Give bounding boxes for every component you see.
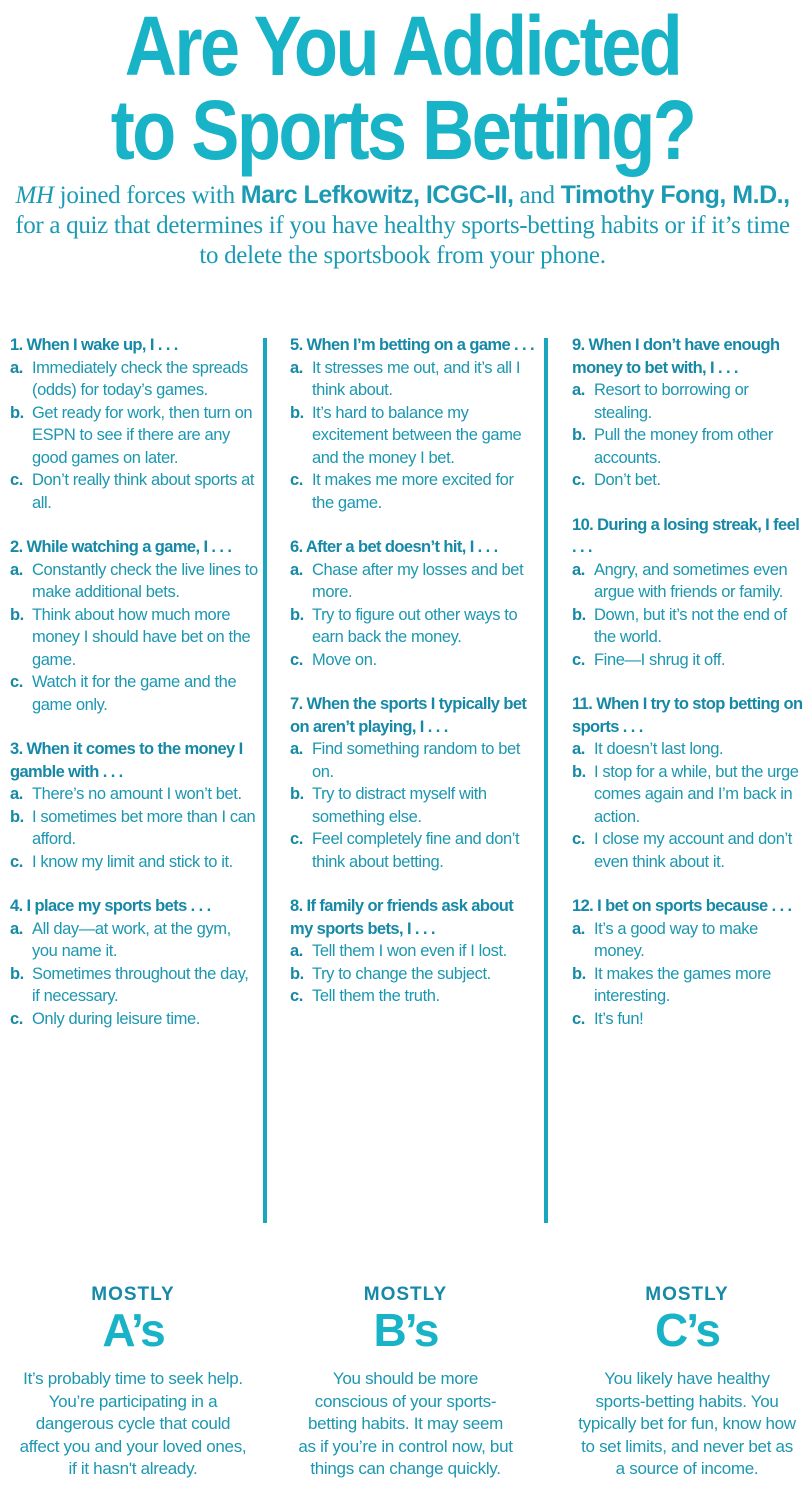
question-block [10,334,260,514]
answer-option [572,963,805,1008]
answer-option [572,649,805,672]
option-text: Find something random to bet on. [312,740,521,781]
option-text: Get ready for work, then turn on ESPN to see if there are any good games on later. [32,403,253,467]
answer-option [290,469,535,514]
question-block [290,536,535,671]
option-letter: c. [10,1009,23,1028]
option-letter: a. [290,358,303,377]
result-mostly-a [18,1284,248,1481]
option-letter: a. [10,560,23,579]
intro-name-2: Timothy Fong, M.D., [560,181,790,209]
option-text: Feel completely fine and don’t think about betting. [312,830,520,871]
option-letter: a. [572,919,585,938]
answer-option [572,738,805,761]
option-letter: a. [10,919,23,938]
option-text: Watch it for the game and the game only. [32,673,237,714]
question-title: 6. After a bet doesn’t hit, I . . . [290,538,498,556]
option-letter: c. [10,471,23,489]
option-letter: b. [290,964,304,983]
option-letter: c. [572,471,585,489]
option-letter: c. [290,830,303,848]
result-mostly-b [298,1284,513,1481]
answer-option [572,1008,805,1031]
intro-paragraph [6,180,799,271]
question-block [290,895,535,1008]
option-text: It doesn’t last long. [594,740,724,758]
result-grade: C’s [655,1304,719,1356]
answer-option [10,963,260,1008]
result-grade: B’s [373,1304,438,1356]
result-description: You should be more conscious of your sports-betting habits. It may seem as if you’re in control now, but things can change quickly. [298,1369,513,1478]
answer-option [572,379,805,424]
option-text: I sometimes bet more than I can afford. [32,807,256,848]
answer-option [572,761,805,829]
quiz-columns [0,334,805,1224]
option-letter: b. [572,762,586,781]
option-letter: a. [572,381,585,399]
intro-text-2: and [513,182,561,209]
answer-option [290,828,535,873]
question-block [572,334,805,492]
option-letter: a. [290,942,303,960]
question-title: 2. While watching a game, I . . . [10,538,232,556]
option-text: Chase after my losses and bet more. [312,560,524,601]
option-letter: b. [572,964,586,983]
answer-option [290,649,535,672]
option-letter: a. [572,740,585,758]
answer-option [10,671,260,716]
option-letter: c. [290,987,303,1005]
option-text: Down, but it’s not the end of the world. [594,605,787,646]
option-text: It makes the games more interesting. [594,964,771,1005]
answer-option [290,402,535,470]
answer-option [10,806,260,851]
question-title: 5. When I’m betting on a game . . . [290,336,534,354]
question-block [290,693,535,873]
answer-option [290,963,535,986]
answer-option [290,738,535,783]
question-block [290,334,535,514]
answer-option [572,828,805,873]
option-letter: b. [572,605,586,624]
option-text: Tell them the truth. [312,987,440,1005]
option-text: Sometimes throughout the day, if necessary. [32,964,249,1005]
option-letter: a. [290,740,303,758]
option-text: Don’t really think about sports at all. [32,471,255,512]
title-line-1: Are You Addicted [124,0,681,93]
answer-option [10,851,260,874]
result-grade: A’s [102,1304,164,1356]
question-block [572,514,805,672]
option-text: Fine—I shrug it off. [594,650,726,669]
answer-option [572,604,805,649]
answer-option [10,469,260,514]
option-text: Only during leisure time. [32,1009,200,1028]
result-mostly-c [578,1284,796,1481]
option-text: I close my account and don’t even think about it. [594,830,792,871]
page-title [56,0,748,177]
option-letter: a. [10,358,23,377]
answer-option [10,402,260,470]
option-letter: c. [10,852,23,871]
option-text: All day—at work, at the gym, you name it. [32,919,231,960]
option-text: Immediately check the spreads (odds) for today’s games. [32,358,248,399]
option-letter: b. [572,426,586,444]
result-mostly-label: MOSTLY [91,1284,175,1305]
option-letter: c. [572,1009,585,1028]
option-text: It’s fun! [594,1009,644,1028]
option-letter: b. [290,403,304,422]
answer-option [572,559,805,604]
question-block [572,693,805,873]
option-letter: a. [10,785,23,803]
answer-option [290,783,535,828]
option-text: It stresses me out, and it’s all I think about. [312,358,521,399]
question-title: 10. During a losing streak, I feel . . . [572,515,800,556]
question-title: 11. When I try to stop betting on sports . . . [572,695,803,736]
intro-mh: MH [15,182,54,209]
option-text: It’s hard to balance my excitement between the game and the money I bet. [312,403,522,467]
option-letter: b. [290,785,304,803]
option-text: I stop for a while, but the urge comes again and I’m back in action. [594,762,799,826]
answer-option [10,604,260,672]
option-letter: c. [10,673,23,691]
question-column-3 [572,334,805,1052]
result-mostly-label: MOSTLY [363,1284,448,1305]
option-letter: b. [290,605,304,624]
answer-option [572,918,805,963]
option-letter: a. [290,560,303,579]
option-text: There’s no amount I won’t bet. [32,785,242,803]
question-block [572,895,805,1030]
option-letter: c. [290,471,303,489]
question-title: 12. I bet on sports because . . . [572,897,792,915]
option-text: Pull the money from other accounts. [594,426,773,467]
result-description: It’s probably time to seek help. You’re participating in a dangerous cycle that could affect you and your loved ones, if it hasn't already. [19,1369,247,1478]
column-divider [544,338,548,1223]
answer-option [10,1008,260,1031]
answer-option [10,357,260,402]
result-mostly-label: MOSTLY [645,1284,729,1305]
option-text: It makes me more excited for the game. [312,471,514,512]
option-text: Don’t bet. [594,471,661,489]
answer-option [290,604,535,649]
question-column-1 [10,334,260,1052]
option-text: Try to distract myself with something else. [312,785,487,826]
option-text: Try to figure out other ways to earn back the money. [312,605,518,646]
option-letter: a. [572,560,585,579]
result-description: You likely have healthy sports-betting habits. You typically bet for fun, know how to set limits, and never bet as a source of income. [578,1369,796,1478]
question-title: 9. When I don’t have enough money to bet with, I . . . [572,336,780,377]
answer-option [10,559,260,604]
option-text: Resort to borrowing or stealing. [594,381,749,422]
intro-name-1: Marc Lefkowitz, ICGC-II, [240,181,514,209]
question-title: 7. When the sports I typically bet on aren’t playing, I . . . [290,695,527,736]
option-letter: b. [10,403,24,422]
option-letter: c. [572,650,585,669]
answer-option [290,559,535,604]
option-letter: c. [572,830,585,848]
question-title: 8. If family or friends ask about my sports bets, I . . . [290,897,514,938]
intro-text-3: for a quiz that determines if you have healthy sports-betting habits or if it’s time to delete the sportsbook from your phone. [15,212,790,269]
option-text: Try to change the subject. [312,964,491,983]
answer-option [572,469,805,492]
option-letter: b. [10,807,24,826]
option-letter: b. [10,964,24,983]
answer-option [572,424,805,469]
question-title: 4. I place my sports bets . . . [10,897,211,915]
option-text: It’s a good way to make money. [594,919,758,960]
title-line-2: to Sports Betting? [110,83,695,177]
question-block [10,895,260,1030]
answer-option [290,940,535,963]
option-text: Think about how much more money I should have bet on the game. [32,605,251,669]
question-column-2 [290,334,535,1030]
option-letter: c. [290,650,303,669]
answer-option [290,357,535,402]
option-letter: b. [10,605,24,624]
option-text: Move on. [312,650,377,669]
option-text: Angry, and sometimes even argue with friends or family. [594,560,788,601]
option-text: Constantly check the live lines to make additional bets. [32,560,258,601]
column-divider [263,338,267,1223]
question-block [10,536,260,716]
answer-option [10,783,260,806]
question-title: 3. When it comes to the money I gamble with . . . [10,740,243,781]
option-text: I know my limit and stick to it. [32,852,233,871]
option-text: Tell them I won even if I lost. [312,942,507,960]
intro-text-1: joined forces with [53,182,241,209]
question-block [10,738,260,873]
answer-option [290,985,535,1008]
question-title: 1. When I wake up, I . . . [10,336,178,354]
answer-option [10,918,260,963]
